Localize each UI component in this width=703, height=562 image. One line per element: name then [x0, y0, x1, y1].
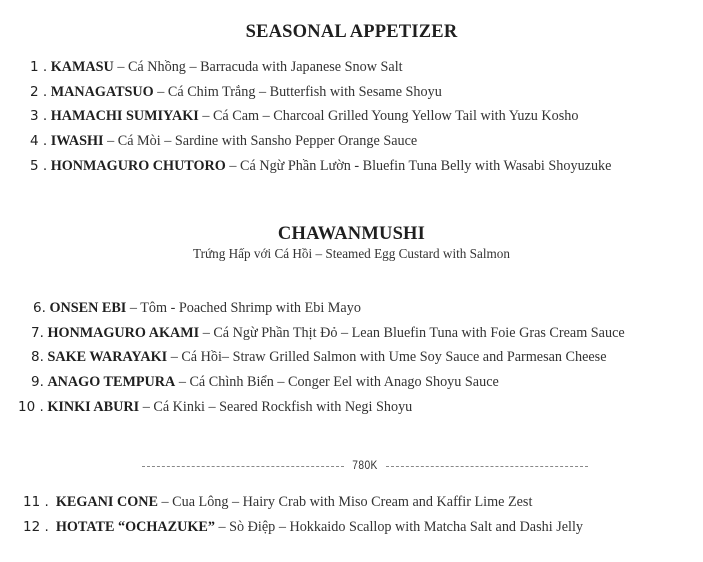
- item-number: 1 .: [30, 59, 48, 75]
- item-number: 5 .: [30, 158, 48, 174]
- item-number: 3 .: [30, 108, 48, 124]
- item-number: 10 .: [18, 399, 44, 415]
- item-description: – Cá Ngừ Phần Lườn - Bluefin Tuna Belly with Wasabi Shoyuzuke: [225, 158, 612, 174]
- item-number: 7.: [31, 325, 44, 341]
- menu-item-2: [30, 83, 442, 101]
- menu-item-1: [30, 58, 403, 76]
- price-divider: [142, 458, 588, 474]
- item-number: 11 .: [23, 494, 49, 510]
- item-description: – Cá Hồi– Straw Grilled Salmon with Ume Soy Sauce and Parmesan Cheese: [167, 349, 607, 365]
- item-number: 6.: [33, 300, 46, 316]
- item-name: ANAGO TEMPURA: [47, 374, 176, 390]
- item-description: – Cá Chình Biển – Conger Eel with Anago Shoyu Sauce: [175, 374, 499, 390]
- dashed-rule-right: [386, 466, 588, 467]
- item-number: 4 .: [30, 133, 48, 149]
- item-description: – Cua Lông – Hairy Crab with Miso Cream and Kaffir Lime Zest: [157, 494, 533, 510]
- item-number: 12 .: [23, 519, 49, 535]
- item-name: KEGANI CONE: [55, 494, 158, 510]
- item-name: SAKE WARAYAKI: [47, 349, 168, 365]
- menu-item-4: [30, 132, 417, 150]
- menu-item-12: [23, 518, 583, 536]
- item-name: MANAGATSUO: [50, 84, 154, 100]
- item-description: – Cá Kinki – Seared Rockfish with Negi Shoyu: [139, 399, 413, 415]
- item-number: 2 .: [30, 84, 48, 100]
- item-name: HONMAGURO AKAMI: [47, 325, 200, 341]
- item-name: ONSEN EBI: [49, 300, 127, 316]
- menu-item-10: [18, 398, 412, 416]
- item-description: – Cá Ngừ Phần Thịt Đỏ – Lean Bluefin Tuna with Foie Gras Cream Sauce: [199, 325, 625, 341]
- menu-item-9: [31, 373, 499, 391]
- section-title-chawanmushi: CHAWANMUSHI: [277, 224, 426, 244]
- menu-item-5: [30, 157, 611, 175]
- menu-item-7: [31, 324, 625, 342]
- section-title-seasonal-appetizer: SEASONAL APPETIZER: [245, 22, 458, 42]
- item-description: – Cá Mòi – Sardine with Sansho Pepper Orange Sauce: [103, 133, 418, 149]
- item-description: – Cá Chim Trắng – Butterfish with Sesame Shoyu: [153, 84, 442, 100]
- item-number: 8.: [31, 349, 44, 365]
- item-description: – Cá Nhồng – Barracuda with Japanese Snow Salt: [113, 59, 403, 75]
- menu-item-11: [23, 493, 532, 511]
- menu-item-8: [31, 348, 607, 366]
- item-name: KAMASU: [50, 59, 114, 75]
- set-price: 780K: [352, 458, 378, 472]
- item-description: – Tôm - Poached Shrimp with Ebi Mayo: [126, 300, 361, 316]
- menu-item-3: [30, 107, 578, 125]
- item-name: KINKI ABURI: [47, 399, 140, 415]
- item-name: HAMACHI SUMIYAKI: [50, 108, 199, 124]
- item-description: – Sò Điệp – Hokkaido Scallop with Matcha Salt and Dashi Jelly: [214, 519, 584, 535]
- item-name: HONMAGURO CHUTORO: [50, 158, 226, 174]
- item-number: 9.: [31, 374, 44, 390]
- menu-item-6: [33, 299, 361, 317]
- section-subtitle-chawanmushi: Trứng Hấp với Cá Hồi – Steamed Egg Custard with Salmon: [193, 246, 510, 261]
- dashed-rule-left: [142, 466, 344, 467]
- item-name: IWASHI: [50, 133, 104, 149]
- item-name: HOTATE “OCHAZUKE”: [55, 519, 215, 535]
- item-description: – Cá Cam – Charcoal Grilled Young Yellow Tail with Yuzu Kosho: [198, 108, 579, 124]
